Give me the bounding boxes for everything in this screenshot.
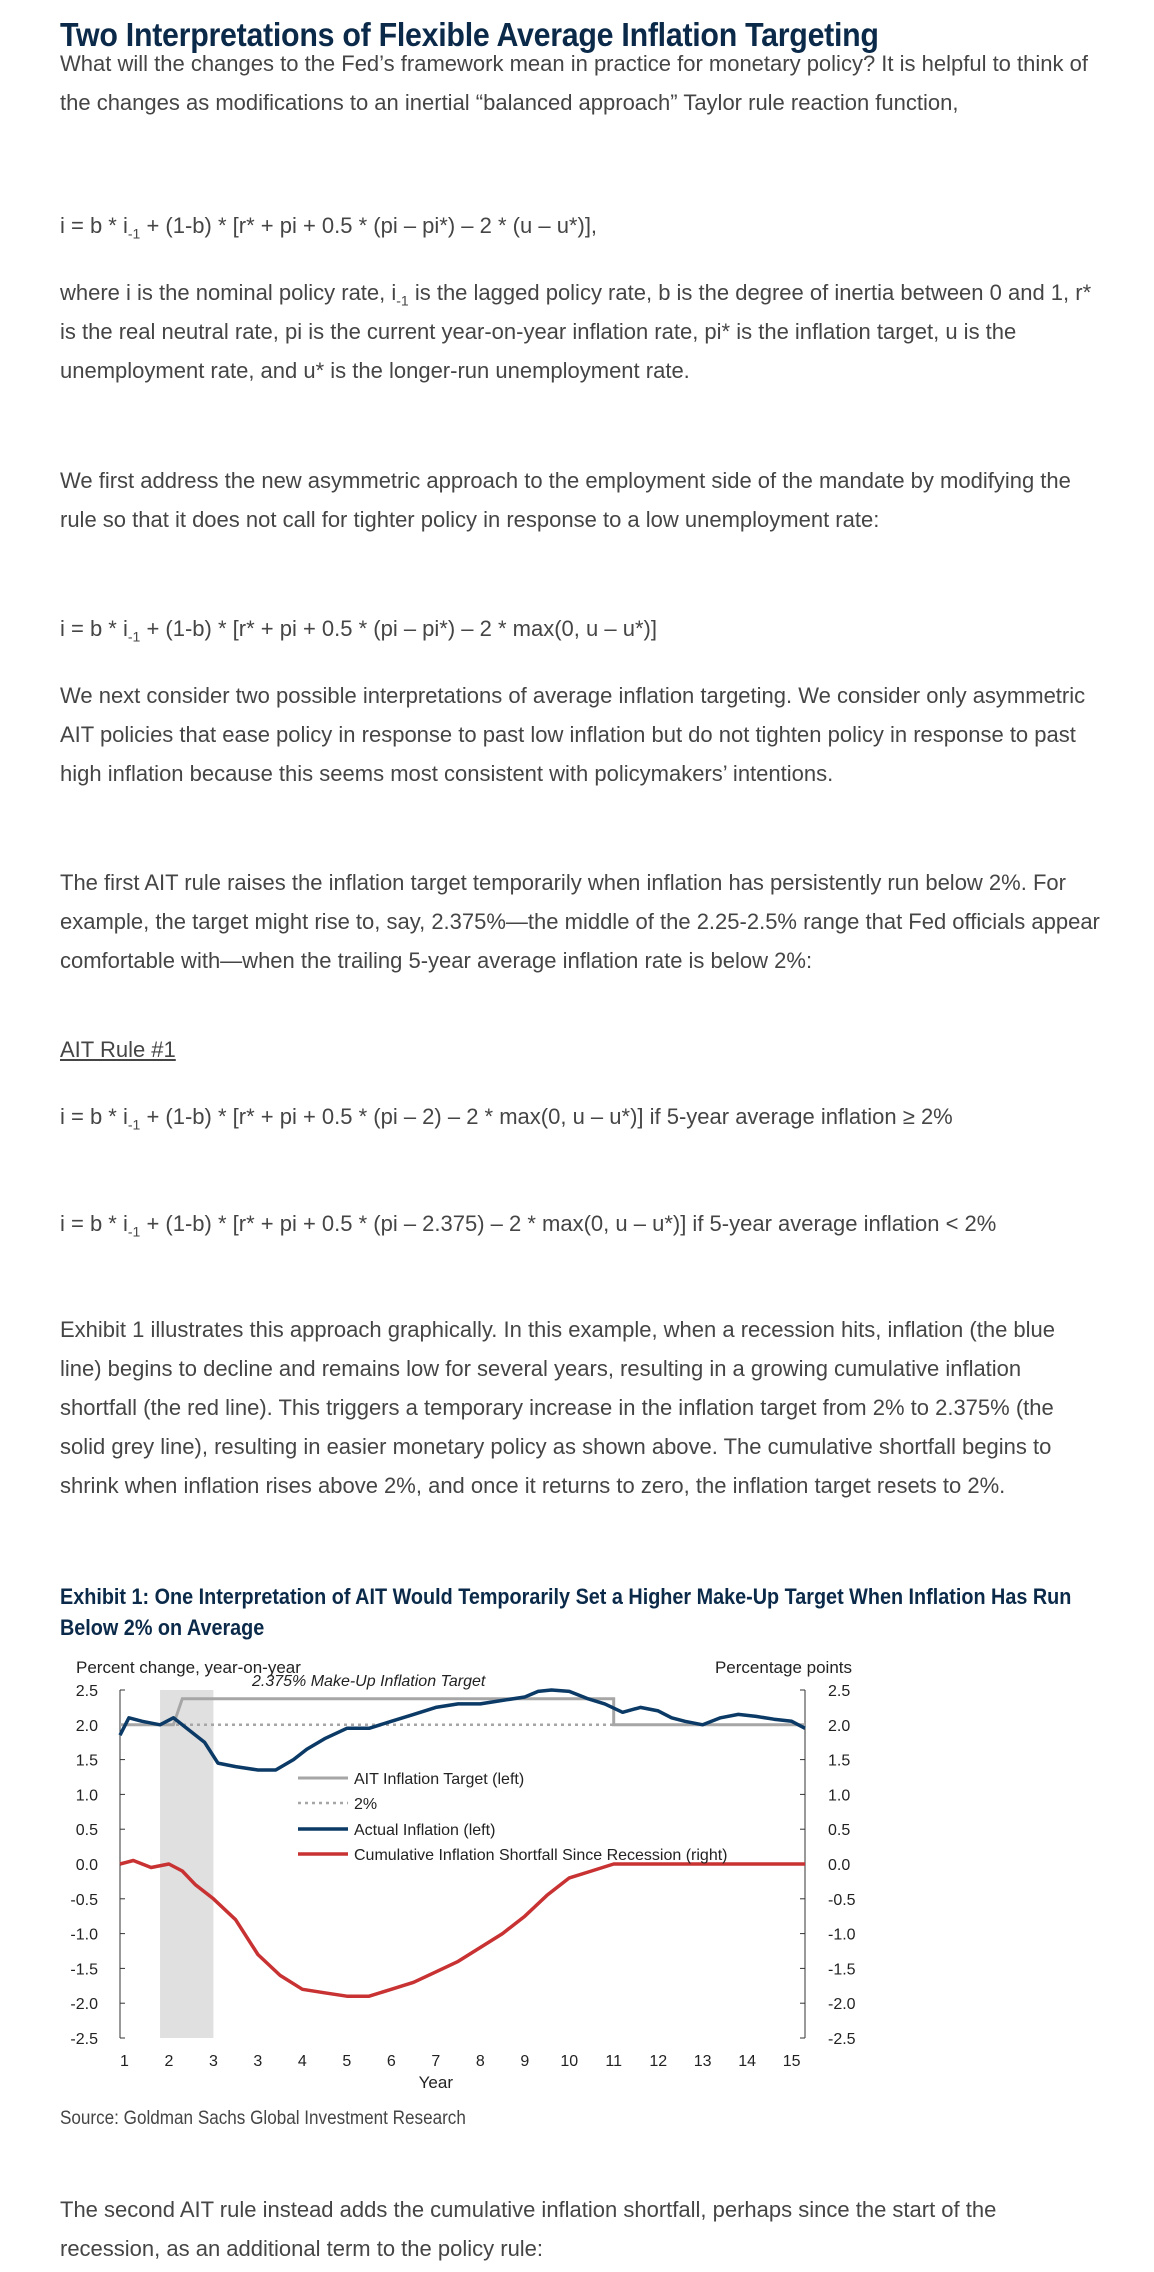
first-rule-paragraph: The first AIT rule raises the inflation target temporarily when inflation has persistently run below 2%. For example, the target might rise to, say, 2.375%—the middle of the 2.25-2.5% range that Fed officials appear comfortable with—when the trailing 5-year average inflation rate is below 2%:: [60, 870, 1100, 973]
second-rule-paragraph: The second AIT rule instead adds the cumulative inflation shortfall, perhaps since the start of the recession, as an additional term to the policy rule:: [60, 2197, 997, 2261]
left-tick-label: -2.0: [70, 1996, 98, 2014]
series-line-shortfall: [120, 1861, 805, 1997]
x-tick-label: 15: [782, 2053, 801, 2070]
left-tick-label: -1.0: [70, 1926, 98, 1944]
series-line-actual: [120, 1690, 805, 1770]
exhibit-chart: [60, 1648, 1100, 2098]
left-tick-label: -2.5: [70, 2031, 98, 2048]
formula-text: i = b * i: [60, 1104, 128, 1129]
formula-text: i = b * i: [60, 213, 128, 238]
right-tick-label: -0.5: [828, 1891, 856, 1909]
left-tick-label: 2.5: [75, 1683, 98, 1700]
definitions-text: is the lagged policy rate, b is the degree of inertia between 0 and 1, r* is the real neutral rate, pi is the current year-on-year inflation rate, pi* is the inflation target, u is the unemployment rate, and u* is the longer-run unemployment rate.: [60, 280, 1092, 383]
x-axis-label: Year: [418, 2073, 453, 2092]
intro-paragraph: What will the changes to the Fed’s framework mean in practice for monetary policy? It is helpful to think of the changes as modifications to an inertial “balanced approach” Taylor rule reaction function,: [60, 51, 1088, 115]
left-axis-label: Percent change, year-on-year: [76, 1658, 301, 1677]
right-tick-label: 1.0: [828, 1787, 851, 1805]
left-tick-label: -0.5: [70, 1891, 98, 1909]
left-tick-label: 2.0: [75, 1717, 98, 1735]
asymmetric-paragraph: We first address the new asymmetric approach to the employment side of the mandate by modifying the rule so that it does not call for tighter policy in response to a low unemployment rate:: [60, 468, 1071, 532]
exhibit-title: Exhibit 1: One Interpretation of AIT Would Temporarily Set a Higher Make-Up Target When Inflation Has Run Below 2% on Average: [60, 1584, 1072, 1640]
x-tick-label: 5: [342, 2053, 352, 2070]
x-tick-label: 8: [475, 2053, 485, 2070]
left-tick-label: 1.5: [75, 1752, 98, 1770]
formula-text: + (1-b) * [r* + pi + 0.5 * (pi – 2) – 2 * max(0, u – u*)] if 5-year average inflation ≥ 2%: [140, 1104, 953, 1129]
right-tick-label: 1.5: [828, 1752, 851, 1770]
right-tick-label: 0.0: [828, 1857, 851, 1874]
right-tick-label: 2.0: [828, 1717, 851, 1735]
formula-text: i = b * i: [60, 1211, 128, 1236]
x-tick-label: 6: [386, 2053, 396, 2070]
chart-source: Source: Goldman Sachs Global Investment Research: [60, 2108, 466, 2129]
right-axis-label: Percentage points: [714, 1658, 852, 1677]
lag-subscript: -1: [127, 225, 141, 242]
x-tick-label: 14: [738, 2053, 757, 2070]
lag-subscript: -1: [127, 1223, 141, 1240]
x-tick-label: 3: [208, 2053, 218, 2070]
left-tick-label: 0.5: [75, 1822, 98, 1840]
right-tick-label: -2.0: [828, 1996, 856, 2014]
formula-rule1-above: [60, 1097, 1100, 1136]
make-up-target-annotation: 2.375% Make-Up Inflation Target: [252, 1673, 486, 1690]
formula-asymmetric-rule: [60, 609, 1100, 648]
left-tick-label: 0.0: [75, 1857, 98, 1874]
right-tick-label: -2.5: [828, 2031, 856, 2048]
x-tick-label: 10: [560, 2053, 579, 2070]
right-tick-label: -1.0: [828, 1926, 856, 1944]
legend-label-actual: Actual Inflation (left): [354, 1822, 496, 1839]
x-tick-label: 12: [649, 2053, 668, 2070]
x-tick-label: 1: [119, 2053, 129, 2070]
lag-subscript: -1: [127, 628, 141, 645]
formula-text: i = b * i: [60, 616, 128, 641]
formula-rule1-below: [60, 1204, 1100, 1243]
x-tick-label: 4: [297, 2053, 307, 2070]
exhibit-description-paragraph: Exhibit 1 illustrates this approach graphically. In this example, when a recession hits, inflation (the blue line) begins to decline and remains low for several years, resulting in a growing cumulative inflation shortfall (the red line). This triggers a temporary increase in the inflation target from 2% to 2.375% (the solid grey line), resulting in easier monetary policy as shown above. The cumulative shortfall begins to shrink when inflation rises above 2%, and once it returns to zero, the inflation target resets to 2%.: [60, 1317, 1056, 1498]
definitions-text: where i is the nominal policy rate, i: [60, 280, 397, 305]
article-title: Two Interpretations of Flexible Average Inflation Targeting: [60, 16, 879, 53]
ait-interpretations-paragraph: We next consider two possible interpretations of average inflation targeting. We consider only asymmetric AIT policies that ease policy in response to past low inflation but do not tighten policy in response to past high inflation because this seems most consistent with policymakers’ intentions.: [60, 683, 1086, 786]
x-tick-label: 2: [164, 2053, 174, 2070]
formula-text: + (1-b) * [r* + pi + 0.5 * (pi – 2.375) – 2 * max(0, u – u*)] if 5-year average inflation < 2%: [140, 1211, 997, 1236]
definitions-paragraph: [60, 273, 1100, 390]
right-tick-label: 0.5: [828, 1822, 851, 1840]
x-tick-label: 9: [520, 2053, 530, 2070]
lag-subscript: -1: [396, 292, 409, 309]
lag-subscript: -1: [127, 1116, 141, 1133]
x-tick-label: 7: [431, 2053, 441, 2070]
right-tick-label: 2.5: [828, 1683, 851, 1700]
x-tick-label: 13: [693, 2053, 712, 2070]
legend-label-two: 2%: [354, 1796, 378, 1813]
legend-label-ait: AIT Inflation Target (left): [354, 1771, 525, 1788]
formula-text: + (1-b) * [r* + pi + 0.5 * (pi – pi*) – 2 * (u – u*)],: [140, 213, 598, 238]
formula-taylor-rule: [60, 206, 1100, 245]
formula-text: + (1-b) * [r* + pi + 0.5 * (pi – pi*) – 2 * max(0, u – u*)]: [140, 616, 657, 641]
rule1-label: AIT Rule #1: [60, 1037, 176, 1062]
x-tick-label: 11: [605, 2053, 623, 2070]
right-tick-label: -1.5: [828, 1961, 856, 1979]
legend-label-shortfall: Cumulative Inflation Shortfall Since Recession (right): [354, 1847, 728, 1864]
left-tick-label: 1.0: [75, 1787, 98, 1805]
left-tick-label: -1.5: [70, 1961, 98, 1979]
x-tick-label: 3: [253, 2053, 263, 2070]
